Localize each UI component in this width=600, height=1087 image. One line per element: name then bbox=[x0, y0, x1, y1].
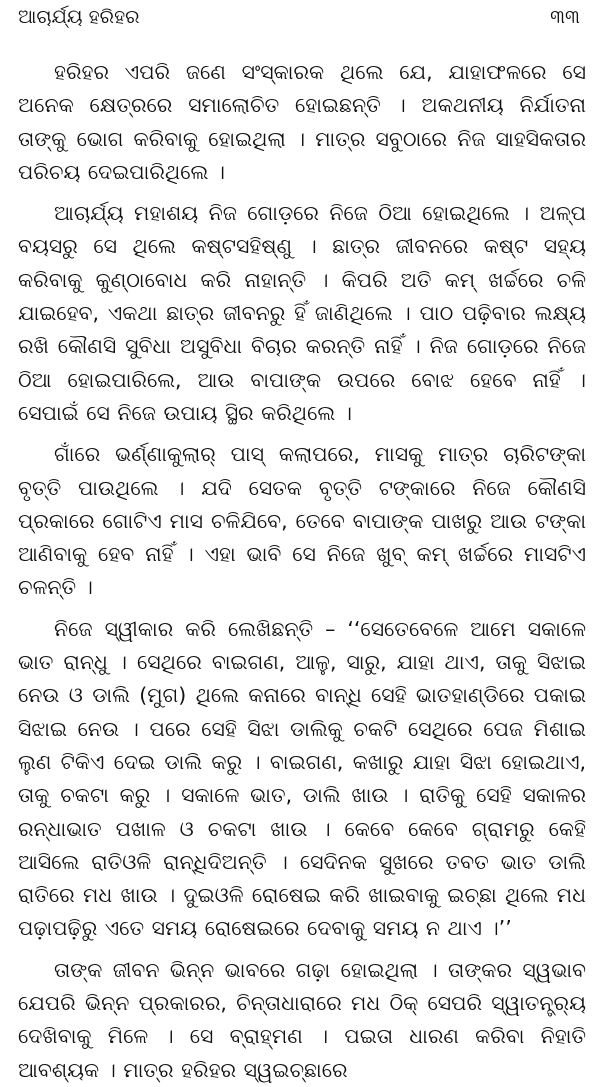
paragraph: ତାଙ୍କ ଜୀବନ ଭିନ୍ନ ଭାବରେ ଗଢ଼ା ହୋଇଥିଲା । ତାଙ୍କର ସ୍ୱଭାବ ଯେପରି ଭିନ୍ନ ପ୍ରକାରର, ଚିନ୍ତାଧାରାରେ ମଧ ଠିକ୍ ସେପରି ସ୍ୱାତନ୍ତ୍ର୍ୟ ଦେଖିବାକୁ ମିଳେ । ସେ ବ୍ରାହ୍ମଣ । ପଇତା ଧାରଣ କରିବା ନିହାତି ଆବଶ୍ୟକ । ମାତ୍ର ହରିହର ସ୍ୱଇଚ୍ଛାରେ bbox=[18, 957, 586, 1082]
paragraph: ହରିହର ଏପରି ଜଣେ ସଂସ୍କାରକ ଥିଲେ ଯେ, ଯାହାଫଳରେ ସେ ଅନେକ କ୍ଷେତ୍ରରେ ସମାଲୋଚିତ ହୋଇଛନ୍ତି । ଅକଥନୀୟ ନିର୍ଯାତନା ତାଙ୍କୁ ଭୋଗ କରିବାକୁ ହୋଇଥିଲା । ମାତ୍ର ସବୁଠାରେ ନିଜ ସାହସିକତାର ପରିଚୟ ଦେଇପାରିଥିଲେ । bbox=[18, 60, 586, 184]
paragraph: ନିଜେ ସ୍ୱୀକାର କରି ଲେଖିଛନ୍ତି – ‘‘ସେତେବେଳେ ଆମେ ସକାଳେ ଭାତ ରାନ୍ଧୁ । ସେଥିରେ ବାଇଗଣ, ଆଳୁ, ସାରୁ, ଯାହା ଥାଏ, ତାକୁ ସିଝାଇ ନେଉ ଓ ଡାଲି (ମୁଗ) ଥିଲେ କନାରେ ବାନ୍ଧି ସେହି ଭାତହାଣ୍ଡିରେ ପକାଇ ସିଝାଇ ନେଉ । ପରେ ସେହି ସିଝା ଡାଲିକୁ ଚକଟି ସେଥିରେ ପେଜ ମିଶାଇ ଲୁଣ ଟିକିଏ ଦେଇ ଡାଲି କରୁ । ବାଇଗଣ, କଖାରୁ ଯାହା ସିଝା ହୋଇଥାଏ, ତାକୁ ଚକଟା କରୁ । ସକାଳେ ଭାତ, ଡାଲି ଖାଉ । ରାତିକୁ ସେହି ସକାଳର ରନ୍ଧାଭାତ ପଖାଳ ଓ ଚକଟା ଖାଉ । କେବେ କେବେ ଗ୍ରାମରୁ କେହି ଆସିଲେ ରାତିଓଳି ରାନ୍ଧିଦିଅନ୍ତି । ସେଦିନକ ସୁଖରେ ତବତ ଭାତ ଡାଲି ରାତିରେ ମଧ ଖାଉ । ଦୁଇଓଳି ରୋଷେଇ କରି ଖାଇବାକୁ ଇଚ୍ଛା ଥିଲେ ମଧ ପଢ଼ାପଢ଼ିରୁ ଏତେ ସମୟ ରୋଷେଇରେ ଦେବାକୁ ସମୟ ନ ଥାଏ ।’’ bbox=[18, 616, 586, 941]
running-title: ଆଚାର୍ଯ୍ୟ ହରିହର bbox=[18, 6, 140, 28]
paragraph: ଗାଁରେ ଭର୍ଣ୍ଣାକୁଲାର୍ ପାସ୍ କଲାପରେ, ମାସକୁ ମାତ୍ର ଚାରିଟଙ୍କା ବୃତ୍ତି ପାଉଥିଲେ । ଯଦି ସେତକ ବୃତ୍ତି ଟଙ୍କାରେ ନିଜେ କୌଣସି ପ୍ରକାରେ ଗୋଟିଏ ମାସ ଚଳିଯିବେ, ତେବେ ବାପାଙ୍କ ପାଖରୁ ଆଉ ଟଙ୍କା ଆଣିବାକୁ ହେବ ନାହିଁ । ଏହା ଭାବି ସେ ନିଜେ ଖୁବ୍ କମ୍ ଖର୍ଚ୍ଚରେ ମାସଟିଏ ଚଳନ୍ତି । bbox=[18, 442, 586, 600]
body-text bbox=[18, 56, 586, 1087]
page-header bbox=[18, 6, 586, 46]
page-number: ୩୩ bbox=[550, 6, 580, 28]
paragraph: ଆଚାର୍ଯ୍ୟ ମହାଶୟ ନିଜ ଗୋଡ଼ରେ ନିଜେ ଠିଆ ହୋଇଥିଲେ । ଅଳ୍ପ ବୟସରୁ ସେ ଥିଲେ କଷ୍ଟସହିଷ୍ଣୁ । ଛାତ୍ର ଜୀବନରେ କଷ୍ଟ ସହ୍ୟ କରିବାକୁ କୁଣ୍ଠାବୋଧ କରି ନାହାନ୍ତି । କିପରି ଅତି କମ୍ ଖର୍ଚ୍ଚରେ ଚଳି ଯାଇହେବ, ଏକଥା ଛାତ୍ର ଜୀବନରୁ ହିଁ ଜାଣିଥିଲେ । ପାଠ ପଢ଼ିବାର ଲକ୍ଷ୍ୟ ରଖି କୌଣସି ସୁବିଧା ଅସୁବିଧା ବିଚାର କରନ୍ତି ନାହିଁ । ନିଜ ଗୋଡ଼ରେ ନିଜେ ଠିଆ ହୋଇପାରିଲେ, ଆଉ ବାପାଙ୍କ ଉପରେ ବୋଝ ହେବେ ନାହିଁ । ସେପାଇଁ ସେ ନିଜେ ଉପାୟ ସ୍ଥିର କରିଥିଲେ । bbox=[18, 201, 586, 425]
